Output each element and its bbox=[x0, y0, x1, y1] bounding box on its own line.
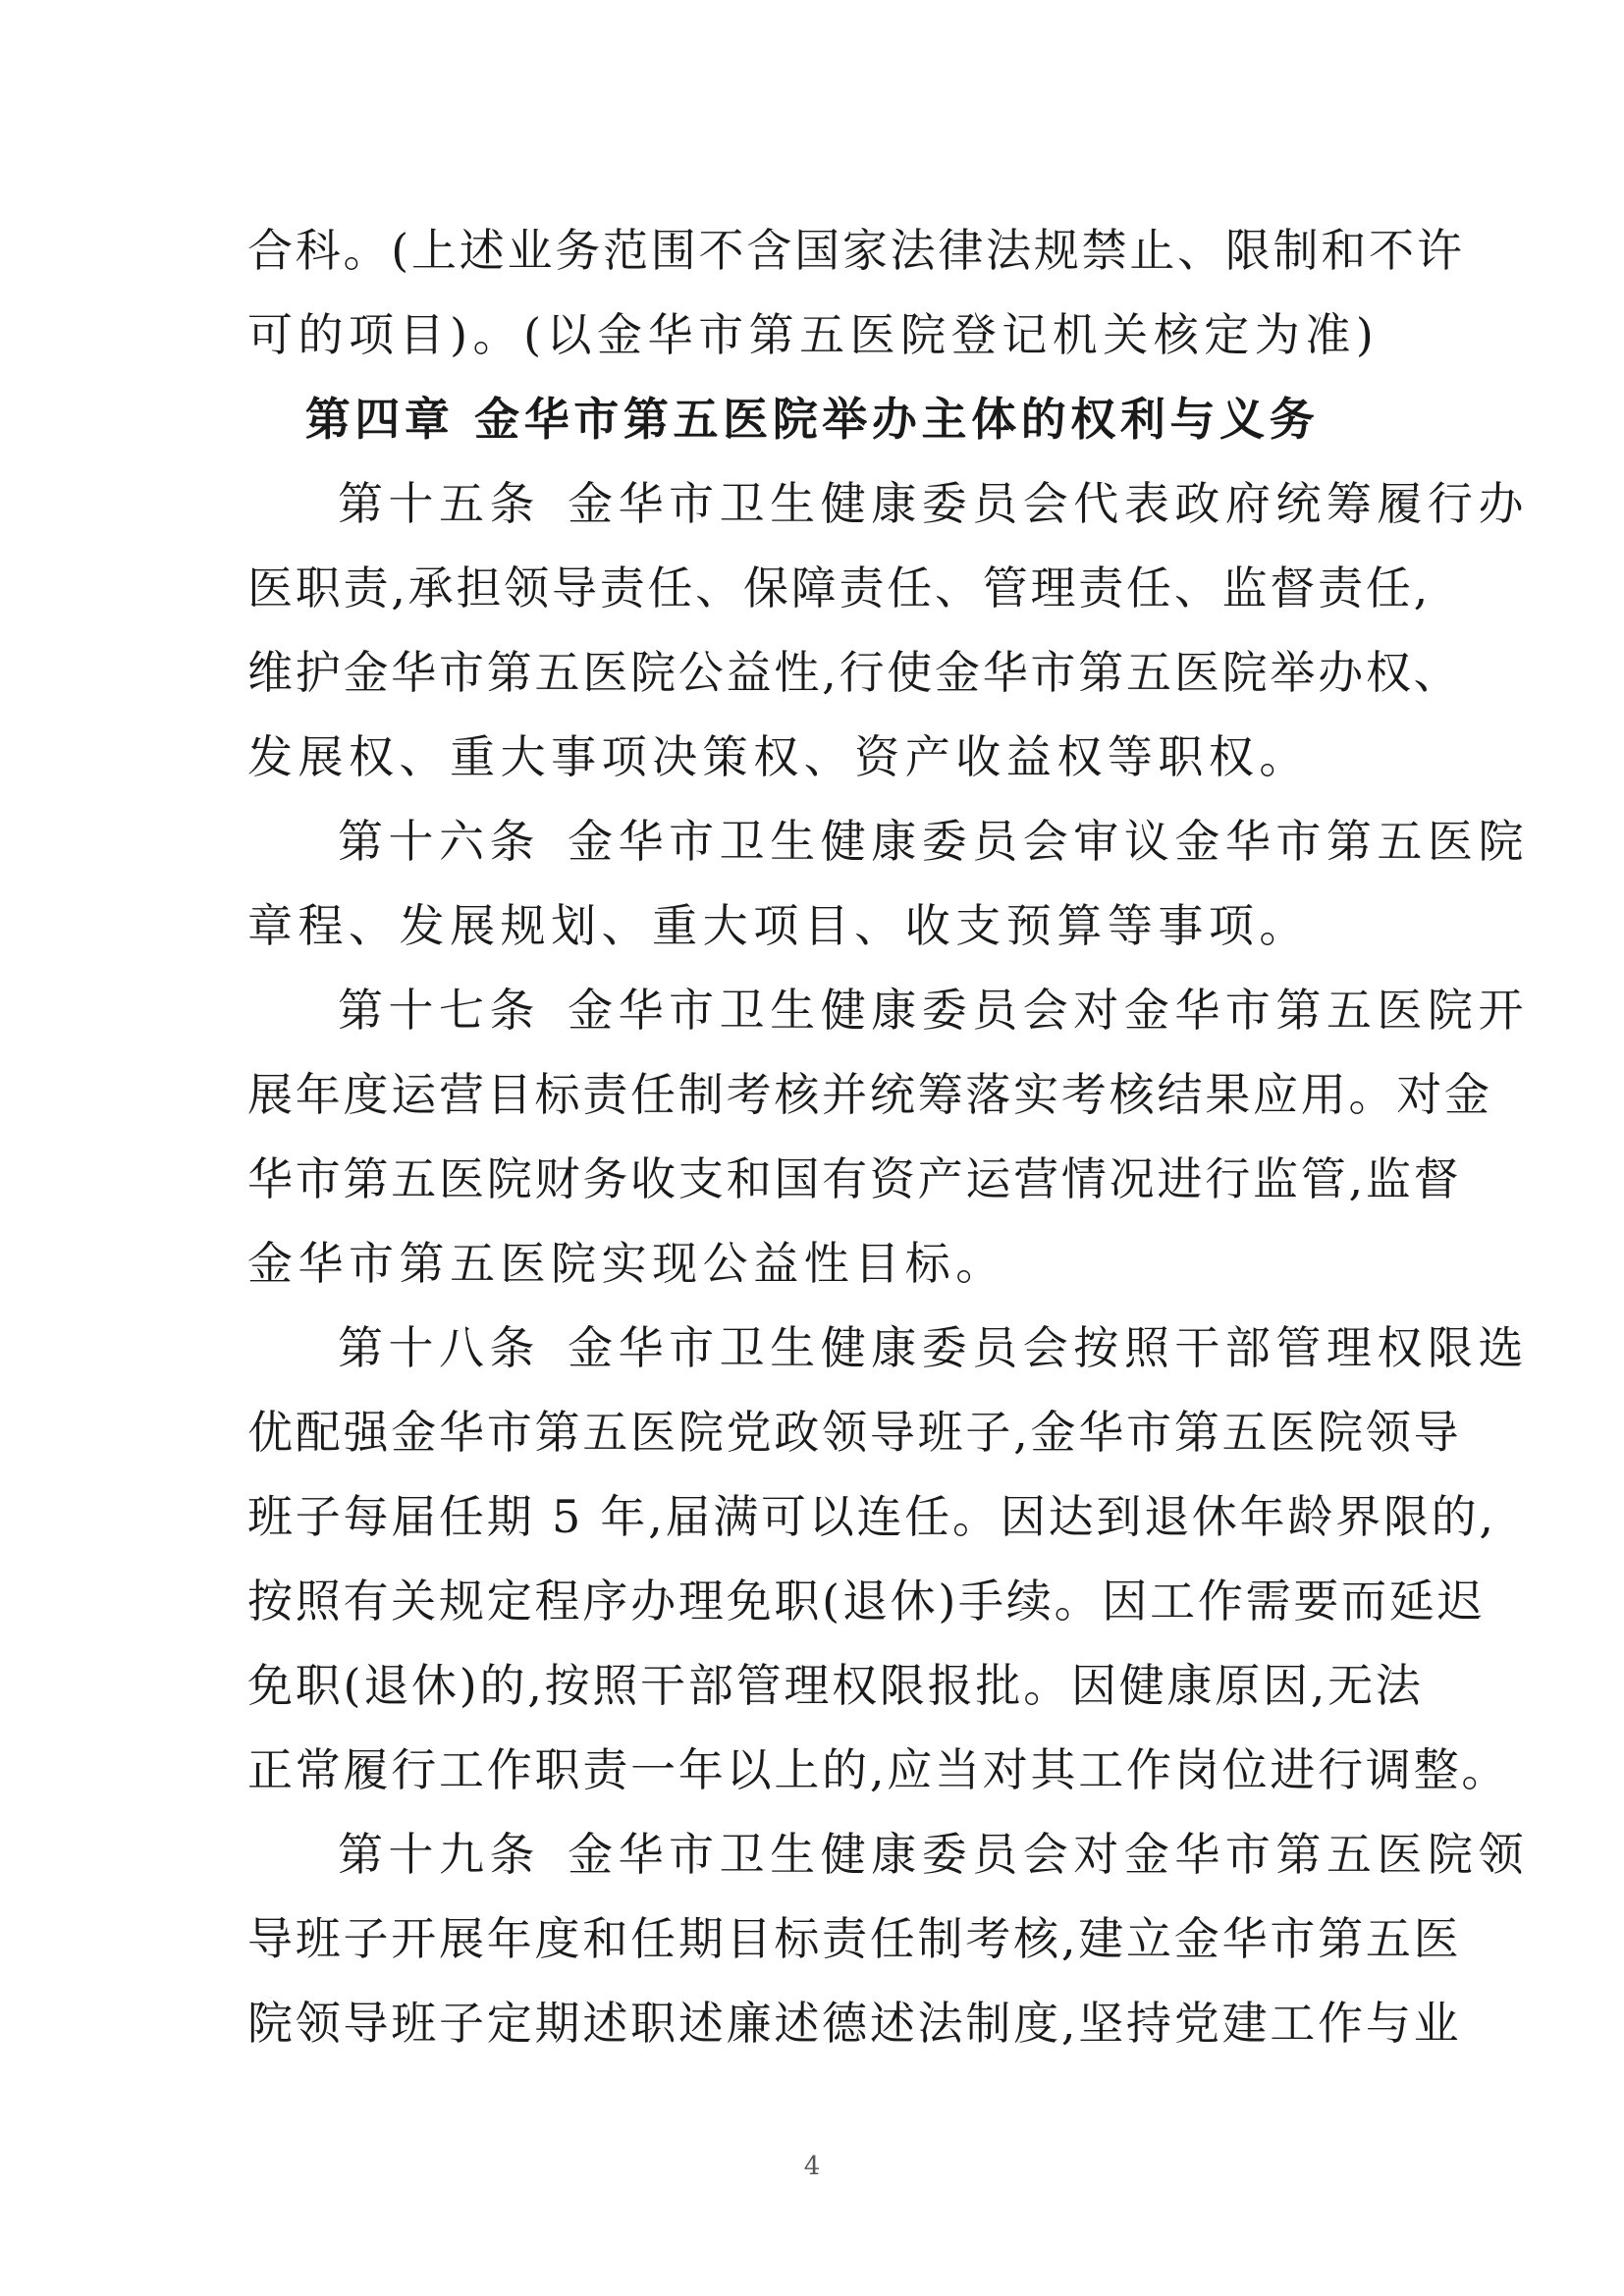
article-line: 班子每届任期 5 年,届满可以连任。因达到退休年龄界限的, bbox=[247, 1490, 1496, 1543]
article-line: 维护金华市第五医院公益性,行使金华市第五医院举办权、 bbox=[247, 646, 1462, 699]
article-line: 章程、发展规划、重大项目、收支预算等事项。 bbox=[247, 899, 1310, 952]
article-text: 金华市卫生健康委员会对金华市第五医院领 bbox=[568, 1828, 1529, 1881]
article-first-line bbox=[247, 968, 1529, 1052]
page-number: 4 bbox=[803, 2152, 821, 2181]
chapter-heading: 第四章 金华市第五医院举办主体的权利与义务 bbox=[304, 393, 1320, 446]
article-text: 金华市卫生健康委员会审议金华市第五医院 bbox=[568, 815, 1529, 868]
article-line: 免职(退休)的,按照干部管理权限报批。因健康原因,无法 bbox=[247, 1659, 1424, 1712]
article-text: 金华市卫生健康委员会代表政府统筹履行办 bbox=[568, 477, 1529, 530]
article-line: 发展权、重大事项决策权、资产收益权等职权。 bbox=[247, 730, 1310, 783]
article-first-line bbox=[247, 799, 1529, 883]
article-first-line bbox=[247, 1812, 1529, 1896]
document-body bbox=[247, 208, 1529, 2065]
article-line: 优配强金华市第五医院党政领导班子,金华市第五医院领导 bbox=[247, 1406, 1462, 1459]
article-label: 第十七条 bbox=[338, 984, 541, 1037]
article-line: 展年度运营目标责任制考核并统筹落实考核结果应用。对金 bbox=[247, 1068, 1492, 1121]
article-label: 第十九条 bbox=[338, 1828, 541, 1881]
article-first-line bbox=[247, 461, 1529, 546]
article-line: 院领导班子定期述职述廉述德述法制度,坚持党建工作与业 bbox=[247, 1997, 1462, 2050]
intro-line: 合科。(上述业务范围不含国家法律法规禁止、限制和不许 bbox=[247, 224, 1465, 277]
article-first-line bbox=[247, 1306, 1529, 1390]
article-label: 第十八条 bbox=[338, 1321, 541, 1374]
intro-line: 可的项目)。(以金华市第五医院登记机关核定为准) bbox=[247, 308, 1380, 361]
article-label: 第十五条 bbox=[338, 477, 541, 530]
article-line: 按照有关规定程序办理免职(退休)手续。因工作需要而延迟 bbox=[247, 1575, 1486, 1628]
article-text: 金华市卫生健康委员会按照干部管理权限选 bbox=[568, 1321, 1529, 1374]
article-line: 医职责,承担领导责任、保障责任、管理责任、监督责任, bbox=[247, 561, 1432, 614]
article-line: 金华市第五医院实现公益性目标。 bbox=[247, 1237, 1006, 1290]
article-text: 金华市卫生健康委员会对金华市第五医院开 bbox=[568, 984, 1529, 1037]
article-label: 第十六条 bbox=[338, 815, 541, 868]
article-line: 导班子开展年度和任期目标责任制考核,建立金华市第五医 bbox=[247, 1912, 1462, 1965]
article-line: 正常履行工作职责一年以上的,应当对其工作岗位进行调整。 bbox=[247, 1743, 1510, 1796]
article-line: 华市第五医院财务收支和国有资产运营情况进行监管,监督 bbox=[247, 1152, 1462, 1205]
